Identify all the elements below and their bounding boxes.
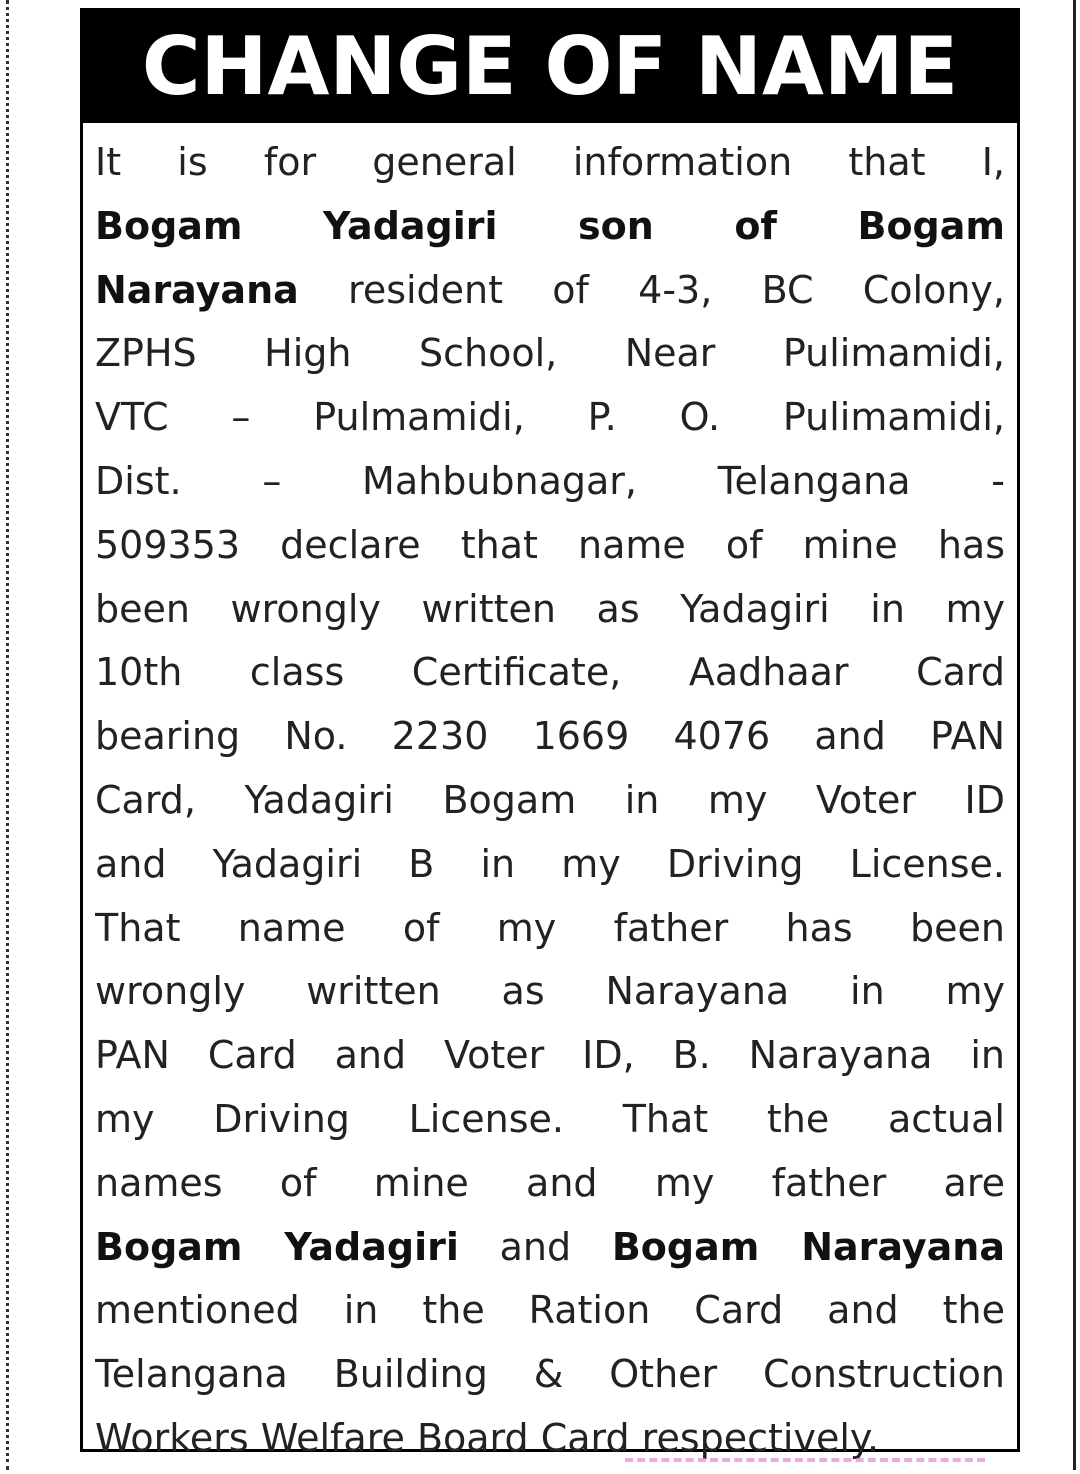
- notice-line: [95, 705, 1005, 769]
- notice-title: CHANGE OF NAME: [141, 20, 959, 113]
- notice-line: [95, 195, 1005, 259]
- notice-line: [95, 833, 1005, 897]
- notice-line: [95, 259, 1005, 323]
- body-text: names of mine and my father are: [95, 1160, 1005, 1205]
- body-text: mentioned in the Ration Card and the: [95, 1288, 1005, 1333]
- body-text: 10th class Certificate, Aadhaar Card: [95, 650, 1005, 695]
- notice-line: [95, 1088, 1005, 1152]
- notice-line: [95, 897, 1005, 961]
- bold-name-text: Bogam Yadagiri son of Bogam: [95, 203, 1005, 248]
- notice-line: [95, 769, 1005, 833]
- notice-line: [95, 1024, 1005, 1088]
- notice-line: [95, 641, 1005, 705]
- body-text: wrongly written as Narayana in my: [95, 969, 1005, 1014]
- body-text: and: [458, 1224, 612, 1269]
- body-text: ZPHS High School, Near Pulimamidi,: [95, 331, 1005, 376]
- bold-name-text: Narayana: [95, 267, 299, 312]
- notice-line: [95, 514, 1005, 578]
- body-text: That name of my father has been: [95, 905, 1005, 950]
- notice-line: [95, 1152, 1005, 1216]
- notice-line: [95, 322, 1005, 386]
- body-text: been wrongly written as Yadagiri in my: [95, 586, 1005, 631]
- body-text: Card, Yadagiri Bogam in my Voter ID: [95, 777, 1005, 822]
- body-text: resident of 4-3, BC Colony,: [298, 267, 1005, 312]
- body-text: Dist. – Mahbubnagar, Telangana -: [95, 458, 1005, 503]
- adjacent-print-bleed: [625, 1458, 985, 1474]
- perforation-left: [6, 0, 9, 1470]
- notice-line: [95, 1279, 1005, 1343]
- body-text: PAN Card and Voter ID, B. Narayana in: [95, 1033, 1005, 1078]
- bold-name-text: Bogam Yadagiri: [95, 1224, 459, 1269]
- notice-line: [95, 1343, 1005, 1407]
- body-text: Telangana Building & Other Construction: [95, 1352, 1005, 1397]
- body-text: Workers Welfare Board Card respectively.: [95, 1415, 880, 1460]
- notice-line: [95, 1216, 1005, 1280]
- body-text: VTC – Pulmamidi, P. O. Pulimamidi,: [95, 395, 1005, 440]
- notice-line: [95, 960, 1005, 1024]
- bold-name-text: Bogam Narayana: [611, 1224, 1005, 1269]
- notice-body: [83, 123, 1017, 1471]
- notice-line: [95, 131, 1005, 195]
- title-bar: [83, 11, 1017, 123]
- column-rule-right: [1073, 0, 1076, 1470]
- notice-line: [95, 578, 1005, 642]
- body-text: It is for general information that I,: [95, 140, 1005, 184]
- name-change-notice: [80, 8, 1020, 1460]
- body-text: bearing No. 2230 1669 4076 and PAN: [95, 714, 1005, 759]
- body-text: and Yadagiri B in my Driving License.: [95, 841, 1005, 886]
- body-text: my Driving License. That the actual: [95, 1096, 1005, 1141]
- notice-line: [95, 450, 1005, 514]
- notice-line: [95, 386, 1005, 450]
- body-text: 509353 declare that name of mine has: [95, 522, 1005, 567]
